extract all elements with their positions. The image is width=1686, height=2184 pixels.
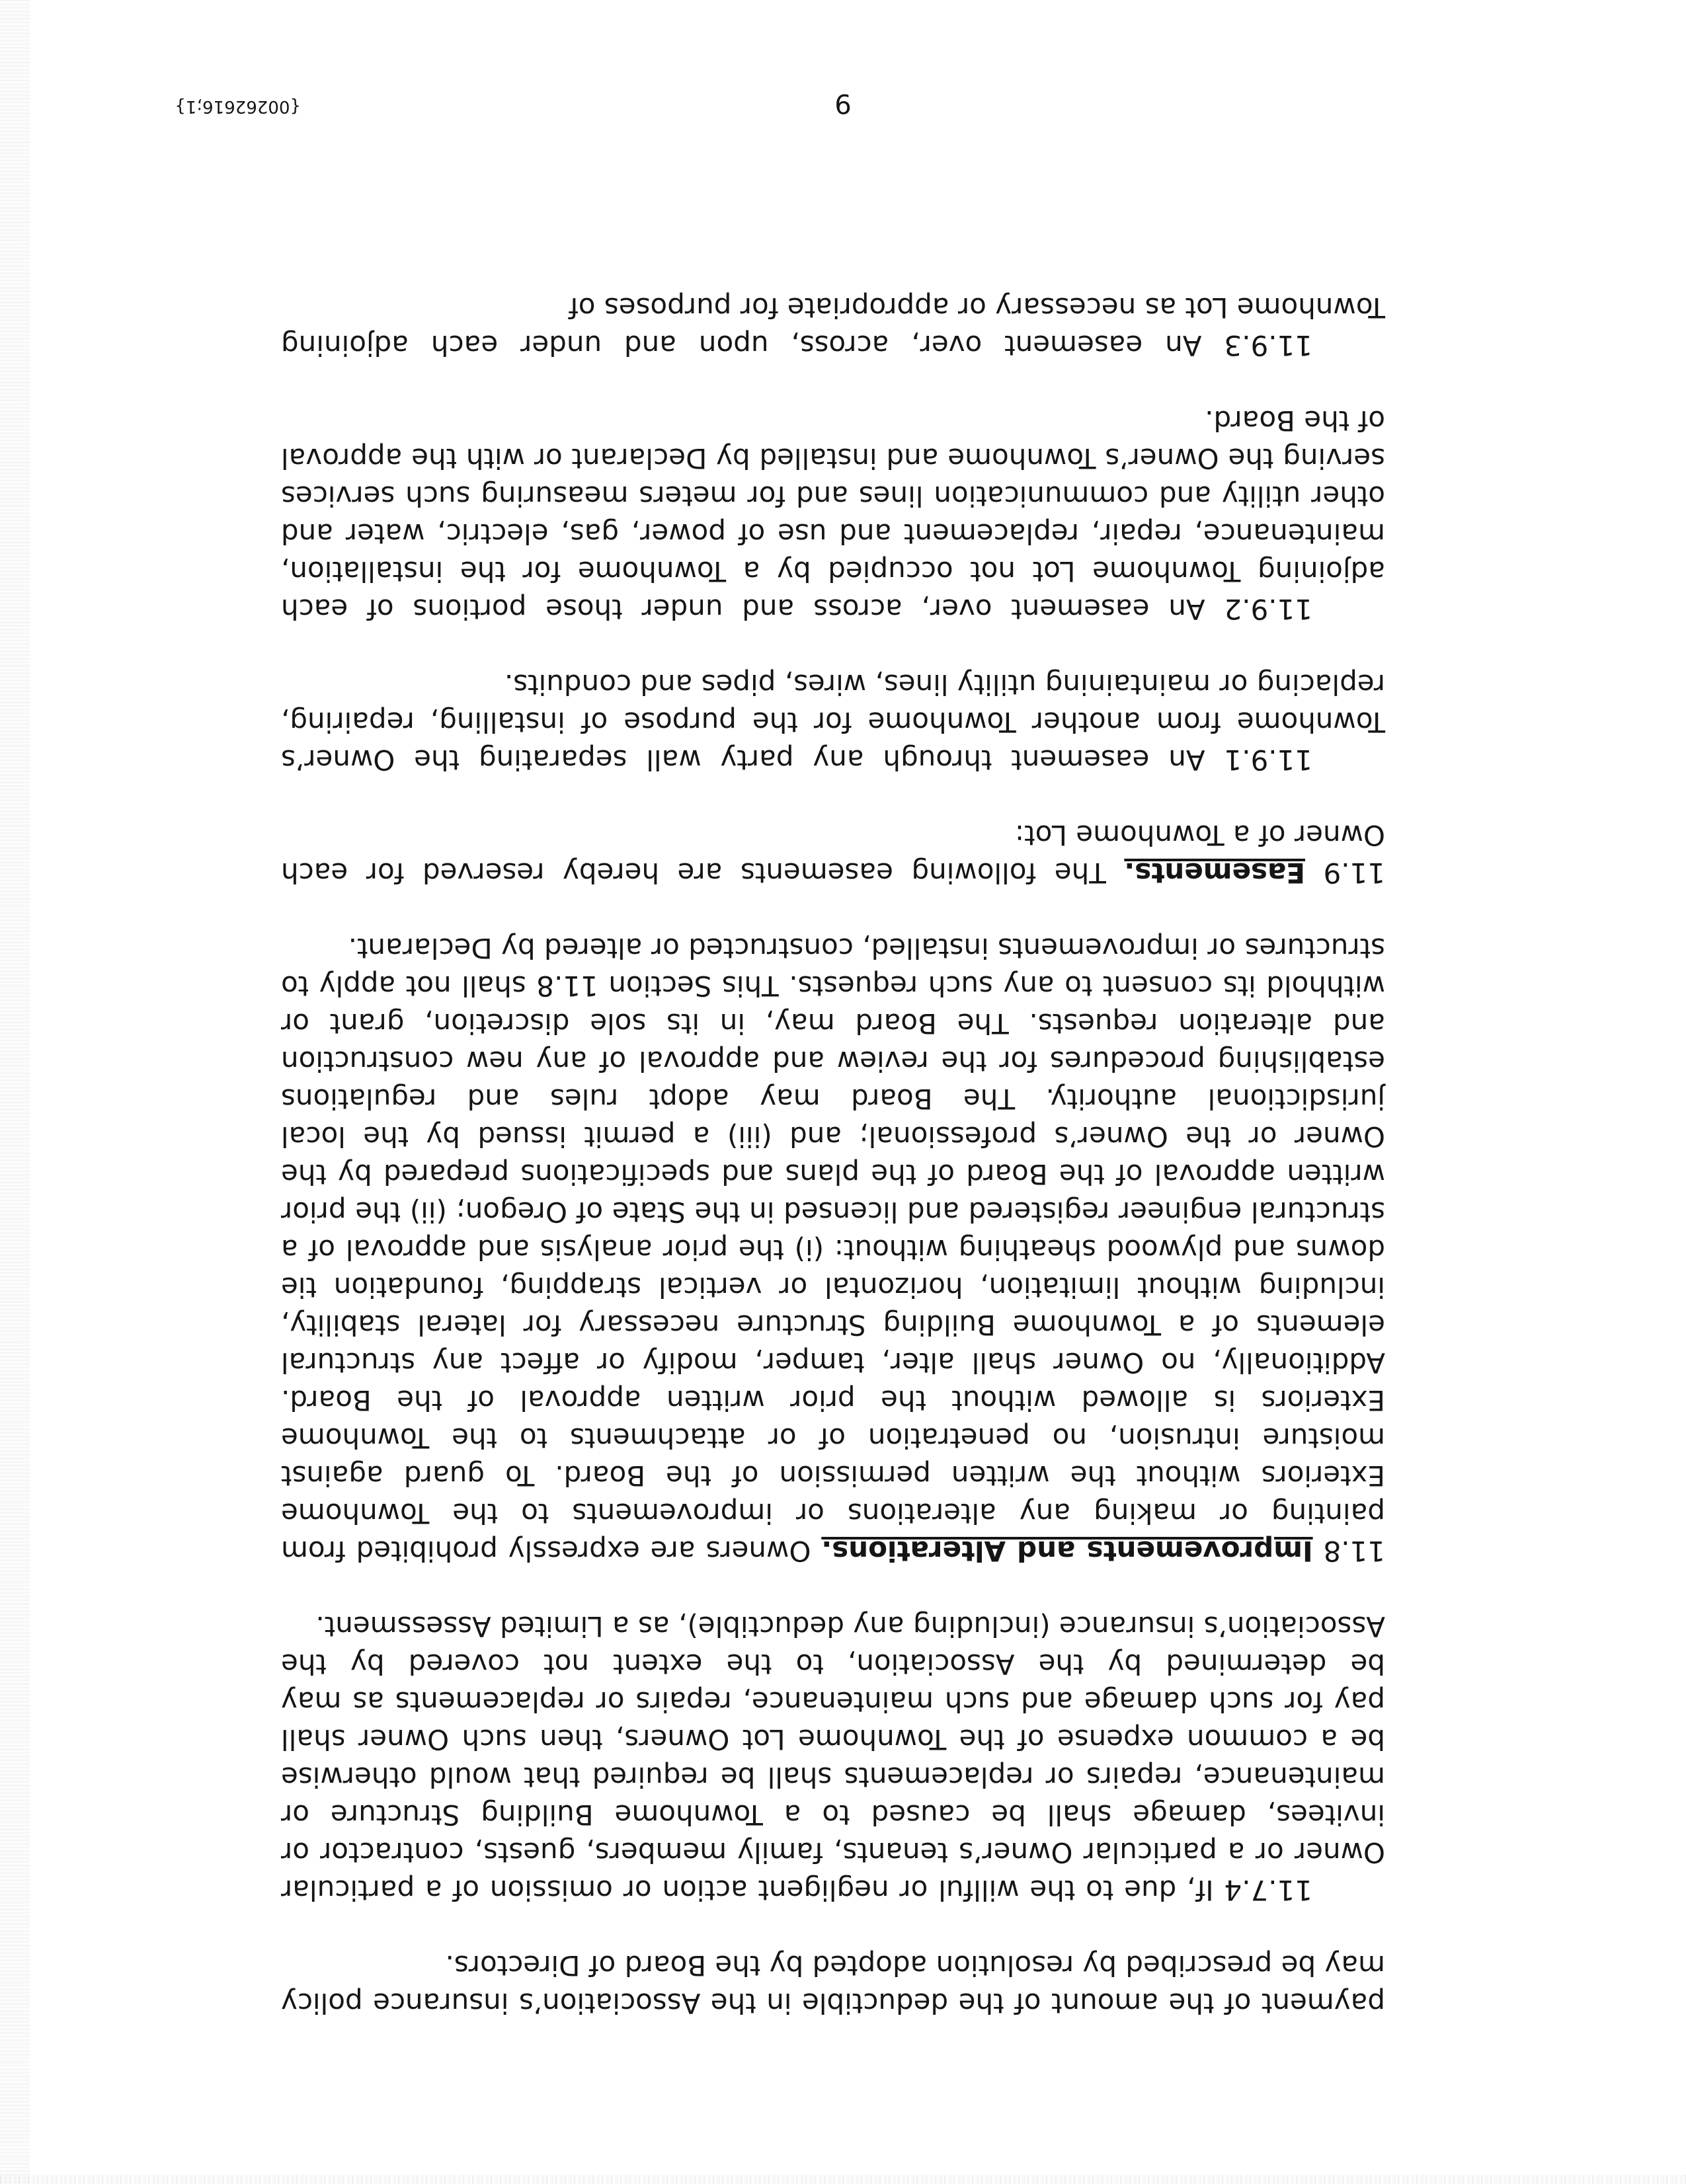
paragraph-11-8 [281, 929, 1385, 1570]
paragraph-11-9-2 [281, 402, 1385, 628]
paragraph-text: Owners are expressly prohibited from painting or making any alterations or improvements to the Townhome Exteriors without the written permission of the Board. To guard against moisture intrusion, no penetration of or attachments to the Townhome Exteriors is allowed without the prior written approval of the Board. Additionally, no Owner shall alter, tamper, modify or affect any structural elements of a Townhome Building Structure necessary for lateral stability, including without limitation, horizontal or vertical strapping, foundation tie downs and plywood sheathing without: (i) the prior analysis and approval of a structural engineer registered and licensed in the State of Oregon; (ii) the prior written approval of the Board of the plans and specifications prepared by the Owner or the Owner’s professional; and (iii) a permit issued by the local jurisdictional authority. The Board may adopt rules and regulations establishing procedures for the review and approval of any new construction and alteration requests. The Board may, in its sole discretion, grant or withhold its consent to any such requests. This Section 11.8 shall not apply to structures or improvements installed, constructed or altered by Declarant. [281, 932, 1385, 1567]
page-number: 9 [834, 88, 852, 118]
paragraph-11-9-3 [281, 289, 1385, 364]
paragraph-text: payment of the amount of the deductible in the Association’s insurance policy may be prescribed by resolution adopted by the Board of Directors. [281, 1949, 1385, 2019]
paragraph-text: The following easements are hereby reserved for each Owner of a Townhome Lot: [281, 819, 1385, 889]
paragraph-text: An easement through any party wall separating the Owner’s Townhome from another Townhome for the purpose of installing, repairing, replacing or maintaining utility lines, wires, pipes and conduits. [281, 668, 1385, 776]
paragraph-text: An easement over, across, upon and under each adjoining Townhome Lot as necessary or appropriate for purposes of [281, 292, 1385, 362]
section-number: 11.7.4 [1224, 1874, 1312, 1906]
section-number: 11.9 [1323, 857, 1385, 889]
section-heading: Improvements and Alterations. [821, 1535, 1313, 1567]
document-id: {00262616;1} [175, 97, 301, 116]
section-number: 11.9.2 [1224, 593, 1312, 625]
paragraph-11-7-4 [281, 1608, 1385, 1909]
paragraph-11-9-1 [281, 666, 1385, 779]
section-number: 11.9.3 [1224, 329, 1312, 362]
paragraph-text: An easement over, across and under those portions of each adjoining Townhome Lot not occupied by a Townhome for the installation, maintenance, repair, replacement and use of power, gas, electric, water and other utility and communication lines and for meters measuring such services serving the Owner’s Townhome and installed by Declarant or with the approval of the Board. [280, 405, 1385, 625]
paragraph-text: If, due to the willful or negligent action or omission of a particular Owner or a particular Owner’s tenants, family members, guests, contractor or invitees, damage shall be caused to a Townhome Building Structure or maintenance, repairs or replacements shall be required that would otherwise be a common expense of the Townhome Lot Owners, then such Owner shall pay for such damage and such maintenance, repairs or replacements as may be determined by the Association, to the extent not covered by the Association’s insurance (including any deductible), as a Limited Assessment. [281, 1610, 1385, 1906]
document-body [281, 251, 1385, 2022]
section-heading: Easements. [1124, 857, 1306, 889]
section-number: 11.8 [1323, 1535, 1385, 1567]
section-number: 11.9.1 [1224, 744, 1312, 776]
paragraph-11-9 [281, 816, 1385, 892]
paragraph-continuation [281, 1947, 1385, 2022]
